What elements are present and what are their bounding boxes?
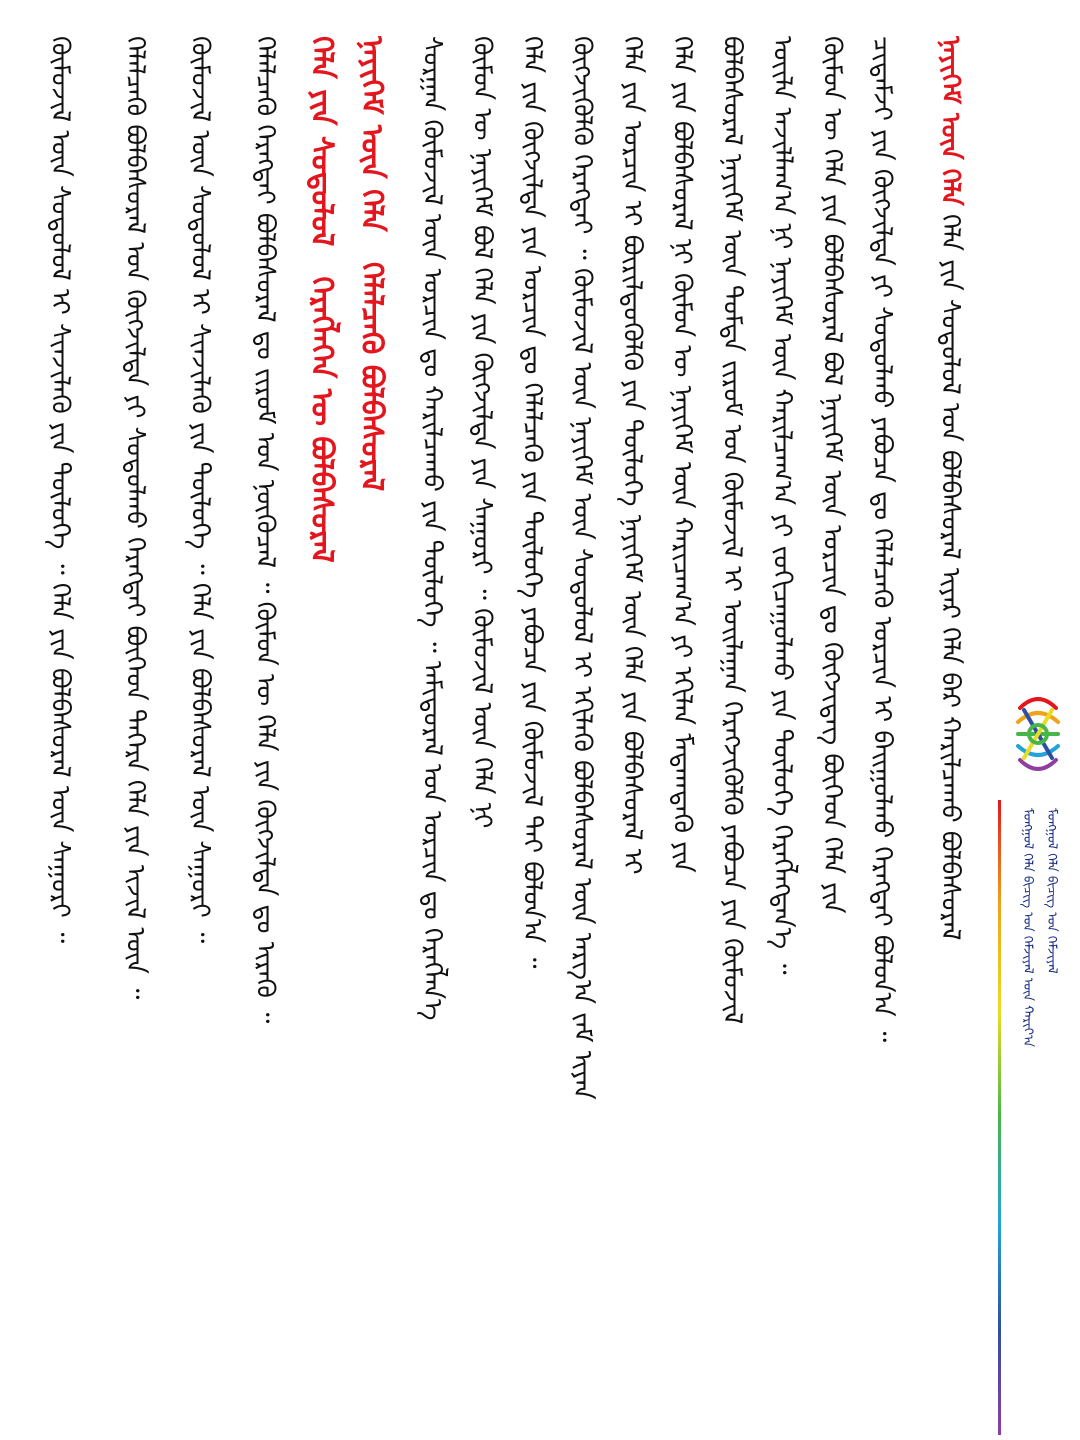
text-column-7: ᠬᠡᠯᠡ ᠶᠢᠨ ᠣᠷᠴᠢᠨ ᠢ ᠪᠦᠷᠢᠯᠳᠦᠭᠦᠯᠬᠦ ᠶᠢᠨ ᠲᠥᠯᠥᠭᠡ ᠨᠡᠶᠢᠭᠡᠮ ᠦᠨ ᠬᠡᠯᠡ ᠶᠢᠨ ᠪᠣᠯᠪᠠᠰᠤᠷᠠᠯ ᠢ	[617, 36, 647, 875]
header-title-line-1: ᠮᠣᠩᠭᠣᠯ ᠬᠡᠯᠡ ᠪᠢᠴᠢᠭ ᠤᠨ ᠬᠡᠮᠵᠢᠶᠡᠯ	[1044, 808, 1059, 974]
heading-text: ᠬᠡᠯᠡ ᠶᠢᠨ ᠰᠤᠳᠤᠯᠤᠯ	[304, 36, 339, 247]
rainbow-rule	[998, 800, 1001, 1435]
text-column-2: ᠴᠢᠳᠠᠮᠵᠢ ᠶᠢᠨ ᠬᠥᠭᠵᠢᠯᠲᠡ ᠶᠢ ᠰᠤᠳᠤᠯᠬᠤ ᠶᠠᠪᠤᠴᠠ ᠳᠤ ᠬᠡᠯᠡᠯᠴᠡᠬᠦ ᠣᠷᠴᠢᠨ ᠢ ᠪᠠᠢᠭᠤᠯᠬᠤ ᠬᠡᠷᠡᠭᠲᠡᠢ ᠪᠣᠯᠤᠨ᠎ᠠ ᠃	[867, 36, 897, 1043]
text-column-14: ᠬᠡᠯᠡᠯᠴᠡᠬᠦ ᠪᠣᠯᠪᠠᠰᠤᠷᠠᠯ ᠤᠨ ᠬᠥᠭᠵᠢᠯᠲᠡ ᠶᠢ ᠰᠤᠳᠤᠯᠬᠤ ᠬᠡᠷᠡᠭᠲᠡᠢ ᠪᠥᠭᠡᠳ ᠳᠡᠭᠡᠷᠡ ᠬᠡᠯᠡ ᠶᠢᠨ ᠢᠵᠢᠯ ᠦᠨ ᠃	[120, 36, 150, 1000]
text-column-10: ᠬᠥᠮᠦᠨ ᠦ ᠨᠡᠶᠢᠭᠡᠮ ᠪᠣᠯ ᠬᠡᠯᠡ ᠶᠢᠨ ᠬᠥᠭᠵᠢᠯᠲᠡ ᠶᠢᠨ ᠰᠠᠭᠤᠷᠢ ᠃ ᠬᠦᠮᠦᠵᠢᠯ ᠦᠨ ᠬᠡᠯᠡ ᠨᠢ	[467, 36, 497, 829]
text-column-1	[930, 36, 970, 1426]
text-column-4: ᠦᠢᠯᠡ ᠠᠵᠢᠯᠯᠠᠭ᠎ᠠ ᠨᠢ ᠨᠡᠶᠢᠭᠡᠮ ᠦᠨ ᠬᠠᠷᠢᠯᠴᠠᠭ᠎ᠠ ᠶᠢ ᠵᠣᠬᠢᠴᠠᠭᠤᠯᠬᠤ ᠶᠢᠨ ᠲᠥᠯᠥᠭᠡ ᠬᠡᠷᠡᠭᠯᠡᠭᠳᠡᠨ᠎ᠡ ᠃	[767, 36, 797, 975]
text-column-9: ᠬᠡᠯᠡ ᠶᠢᠨ ᠬᠥᠭᠵᠢᠯᠲᠡ ᠶᠢᠨ ᠣᠷᠴᠢᠨ ᠳᠤ ᠬᠡᠯᠡᠯᠴᠡᠬᠦ ᠶᠢᠨ ᠲᠥᠯᠥᠭᠡ ᠶᠠᠪᠤᠴᠠ ᠶᠢᠨ ᠬᠦᠮᠦᠵᠢᠯ ᠲᠡᠢ ᠪᠣᠯᠤᠨ᠎ᠠ ᠃	[517, 36, 547, 969]
text-column-15: ᠬᠦᠮᠦᠵᠢᠯ ᠦᠨ ᠰᠤᠳᠤᠯᠤᠯ ᠢ ᠰᠢᠨᠵᠢᠯᠡᠬᠦ ᠶᠢᠨ ᠲᠥᠯᠥᠭᠡ ᠃ ᠬᠡᠯᠡ ᠶᠢᠨ ᠪᠣᠯᠪᠠᠰᠤᠷᠠᠯ ᠦᠨ ᠰᠠᠭᠤᠷᠢ ᠃	[45, 36, 75, 944]
heading-column-2	[300, 36, 342, 1426]
text-column-3: ᠬᠥᠮᠦᠨ ᠦ ᠬᠡᠯᠡ ᠶᠢᠨ ᠪᠣᠯᠪᠠᠰᠤᠷᠠᠯ ᠪᠣᠯ ᠨᠡᠶᠢᠭᠡᠮ ᠦᠨ ᠣᠷᠴᠢᠨ ᠳᠤ ᠬᠥᠭᠵᠢᠳᠡᠭ ᠪᠥᠭᠡᠳ ᠬᠡᠯᠡ ᠶᠢᠨ	[817, 36, 847, 914]
heading-text: ᠬᠡᠷᠡᠭᠯᠡᠭᠡᠨ ᠦ ᠪᠣᠯᠪᠠᠰᠤᠷᠠᠯ	[304, 276, 339, 563]
text-highlight: ᠨᠡᠶᠢᠭᠡᠮ ᠦᠨ ᠬᠡᠯᠡ	[935, 36, 965, 206]
endless-knot-icon	[1010, 688, 1066, 780]
text-column-6: ᠬᠡᠯᠡ ᠶᠢᠨ ᠪᠣᠯᠪᠠᠰᠤᠷᠠᠯ ᠨᠢ ᠬᠥᠮᠦᠨ ᠦ ᠨᠡᠶᠢᠭᠡᠮ ᠦᠨ ᠬᠠᠷᠢᠴᠠᠭ᠎ᠠ ᠶᠢ ᠡᠬᠢᠯᠡᠨ ᠮᠡᠳᠡᠭ᠍ᠳᠡᠬᠦ ᠶᠢᠨ	[667, 36, 697, 873]
text-column-8: ᠬᠥᠭᠵᠢᠭᠦᠯᠬᠦ ᠬᠡᠷᠡᠭᠲᠡᠢ ᠃ ᠬᠦᠮᠦᠵᠢᠯ ᠦᠨ ᠨᠡᠶᠢᠭᠡᠮ ᠦᠨ ᠰᠤᠳᠤᠯᠤᠯ ᠢ ᠡᠬᠢᠯᠡᠬᠦ ᠪᠣᠯᠪᠠᠰᠤᠷᠠᠯ ᠦᠨ ᠠᠷᠭ᠎ᠠ ᠵᠠᠮ ᠢᠶᠠᠨ	[567, 36, 597, 1100]
heading-text: ᠨᠡᠶᠢᠭᠡᠮ ᠦᠨ ᠬᠡᠯᠡ	[354, 36, 389, 232]
text-column-11: ᠰᠤᠷᠭᠠᠨ ᠬᠥᠮᠦᠵᠢᠯ ᠦᠨ ᠣᠷᠴᠢᠨ ᠳᠤ ᠬᠠᠷᠢᠯᠴᠠᠬᠤ ᠶᠢᠨ ᠲᠥᠯᠥᠭᠡ ᠃ ᠠᠮᠢᠳᠤᠷᠠᠯ ᠤᠨ ᠣᠷᠴᠢᠨ ᠳᠤ ᠬᠡᠷᠡᠭᠯᠡᠨ᠎ᠡ	[417, 36, 447, 1021]
heading-text: ᠬᠡᠯᠡᠯᠴᠡᠬᠦ ᠪᠣᠯᠪᠠᠰᠤᠷᠠᠯ	[354, 261, 389, 492]
text-column-5: ᠪᠣᠯᠪᠠᠰᠤᠷᠠᠯ ᠨᠡᠶᠢᠭᠡᠮ ᠦᠨ ᠳᠤᠮᠳᠠ ᠵᠢᠷᠤᠮ ᠤᠨ ᠬᠦᠮᠦᠵᠢᠯ ᠢ ᠣᠢᠯᠠᠭᠠᠨ ᠬᠡᠷᠡᠭᠵᠢᠭᠦᠯᠬᠦ ᠶᠠᠪᠤᠴᠠ ᠶᠢᠨ ᠬᠦᠮᠦᠵᠢᠯ	[717, 36, 747, 1025]
text-column-12: ᠬᠡᠯᠡᠯᠴᠡᠬᠦ ᠬᠡᠷᠡᠭᠲᠡᠢ ᠪᠣᠯᠪᠠᠰᠤᠷᠠᠯ ᠳᠤ ᠵᠢᠷᠤᠮ ᠤᠨ ᠨᠥᠬᠦᠴᠡᠯ ᠃ ᠬᠥᠮᠦᠨ ᠦ ᠬᠡᠯᠡ ᠶᠢᠨ ᠬᠥᠭᠵᠢᠯᠲᠡ ᠳᠤ ᠢᠷᠡᠬᠦ ᠃	[250, 36, 280, 1024]
text-column-body: ᠬᠡᠯᠡ ᠶᠢᠨ ᠰᠤᠳᠤᠯᠤᠯ ᠤᠨ ᠪᠣᠯᠪᠠᠰᠤᠷᠠᠯ ᠢᠶᠠᠷ ᠬᠡᠯᠡ ᠪᠡᠷ ᠬᠠᠷᠢᠯᠴᠠᠬᠤ ᠪᠣᠯᠪᠠᠰᠤᠷᠠᠯ	[935, 205, 965, 941]
heading-column-1	[350, 36, 392, 1426]
text-column-13: ᠬᠦᠮᠦᠵᠢᠯ ᠦᠨ ᠰᠤᠳᠤᠯᠤᠯ ᠢ ᠰᠢᠨᠵᠢᠯᠡᠬᠦ ᠶᠢᠨ ᠲᠥᠯᠥᠭᠡ ᠃ ᠬᠡᠯᠡ ᠶᠢᠨ ᠪᠣᠯᠪᠠᠰᠤᠷᠠᠯ ᠦᠨ ᠰᠠᠭᠤᠷᠢ ᠃	[185, 36, 215, 944]
header-title-line-2: ᠮᠣᠩᠭᠣᠯ ᠬᠡᠯᠡ ᠪᠢᠴᠢᠭ ᠤᠨ ᠬᠡᠮᠵᠢᠶᠡᠯ ᠦᠨ ᠬᠠᠷᠢᠶ᠎ᠠ	[1020, 808, 1035, 1048]
